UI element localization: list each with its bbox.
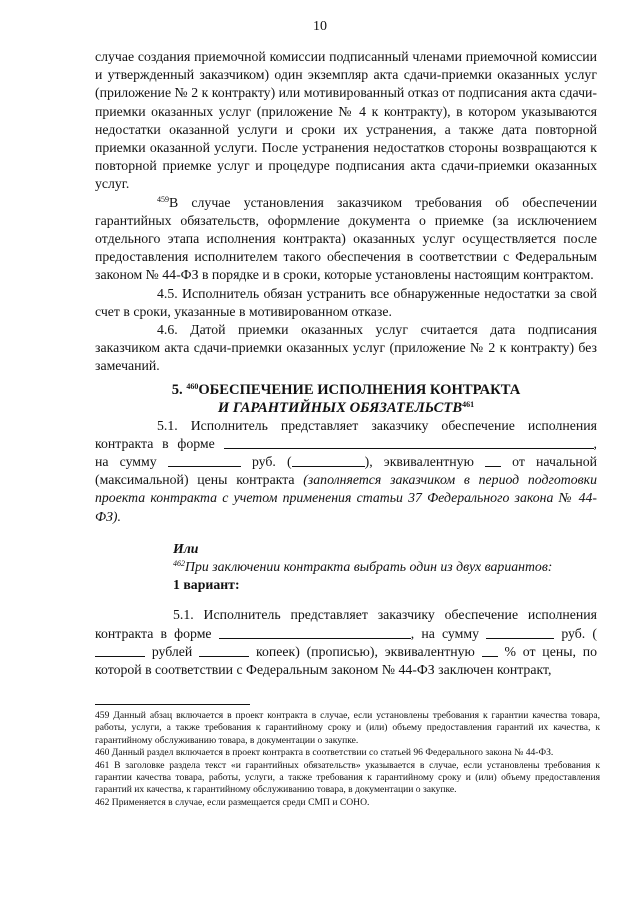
paragraph-4-5: 4.5. Исполнитель обязан устранить все обнаруженные недостатки за свой счет в сроки, указанные в мотивированном отказе. xyxy=(95,285,597,319)
footnote-460: 460 Данный раздел включается в проект контракта в соответствии со статьей 96 Федерального закона № 44-ФЗ. xyxy=(95,747,554,759)
clause-text: от начальной (максимальной) цены контракта xyxy=(95,454,598,488)
clause-text: рублей xyxy=(151,643,193,659)
page-number: 10 xyxy=(313,19,327,34)
clause-text: на сумму xyxy=(95,454,157,470)
clause-text: ), эквивалентную xyxy=(364,454,474,470)
section-title-line2: И ГАРАНТИЙНЫХ ОБЯЗАТЕЛЬСТВ xyxy=(217,399,463,416)
section-heading xyxy=(95,381,597,417)
blank-amount-field[interactable] xyxy=(486,626,554,639)
clause-text: копеек) (прописью), эквивалентную xyxy=(255,643,475,659)
clause-5-1-variant1 xyxy=(95,606,597,679)
footnotes xyxy=(95,710,600,809)
clause-5-1-first xyxy=(95,417,597,526)
paragraph-4-6: 4.6. Датой приемки оказанных услуг считается дата подписания заказчиком акта сдачи-приемки оказанных услуг (приложение № 2 к контракту) без замечаний. xyxy=(95,322,597,374)
clause-text: % от цены, по которой в соответствии с Федеральным законом № 44-ФЗ заключен контракт, xyxy=(95,643,598,678)
blank-percent-field[interactable] xyxy=(485,454,501,467)
alternative-label: Или xyxy=(173,540,199,556)
clause-text: руб. xyxy=(561,625,586,641)
blank-form-field[interactable] xyxy=(219,626,411,639)
variant-label: 1 вариант: xyxy=(173,577,240,593)
paragraph-acceptance-continued: случае создания приемочной комиссии подписанный членами приемочной комиссии и утвержденный заказчиком) один экземпляр акта сдачи-приемки оказанных услуг (приложение № 2 к контракту) или мотивированный отказ от подписания акта сдачи-приемки оказанных услуг (приложение № 4 к контракту), в котором указываются недостатки оказанной услуги и сроки их устранения, а также дата повторной приемки оказанной услуги. После устранения недостатков стороны возвращаются к повторной приемке услуг и процедуре подписания акта сдачи-приемки оказанных услуг. xyxy=(95,49,597,192)
footnote-459: 459 Данный абзац включается в проект контракта в случае, если установлены требования к гарантии качества товара, работы, услуги, а также требования к гарантийному сроку и (или) объему предоставления гарантий их качества, к гарантийному обслуживанию товара, в документации о закупке. xyxy=(95,710,600,746)
paragraph-guarantee-obligations xyxy=(95,194,597,285)
clause-text: ( xyxy=(592,625,597,641)
blank-kopecks-field[interactable] xyxy=(199,644,249,657)
clause-text: руб. ( xyxy=(251,454,292,470)
section-number: 5. xyxy=(171,381,183,398)
blank-rubles-field[interactable] xyxy=(95,644,145,657)
clause-text: , xyxy=(593,435,597,451)
blank-form-field[interactable] xyxy=(224,436,594,449)
footnote-ref-461[interactable]: 461 xyxy=(462,399,475,409)
choice-instruction xyxy=(95,558,597,576)
blank-amount-words-field[interactable] xyxy=(292,454,365,467)
footnote-461: 461 В заголовке раздела текст «и гарантийных обязательств» указывается в случае, если установлены требования к гарантии качества товара, работы, услуги, а также требования к гарантийному сроку и (или) объему предоставления гарантий их качества, к гарантийному обслуживанию товара, в документации о закупке. xyxy=(95,759,600,796)
blank-percent-field[interactable] xyxy=(482,644,498,657)
clause-note: (заполняется заказчиком в период подготовки проекта контракта с учетом применения статьи 37 Федерального закона № 44-ФЗ). xyxy=(95,472,597,524)
clause-text: 5.1. Исполнитель представляет заказчику обеспечение исполнения контракта в форме xyxy=(95,607,597,641)
footnote-ref-460[interactable]: 460 xyxy=(186,381,199,391)
footnote-ref-459[interactable]: 459 xyxy=(157,194,169,204)
document-body xyxy=(95,48,597,679)
choice-instruction-text: При заключении контракта выбрать один из двух вариантов: xyxy=(185,559,553,575)
footnote-462: 462 Применяется в случае, если размещается среди СМП и СОНО. xyxy=(95,796,370,808)
clause-text: 5.1. Исполнитель представляет заказчику обеспечение исполнения контракта в форме xyxy=(95,417,597,451)
clause-text: , на сумму xyxy=(410,625,480,641)
section-title-line1: ОБЕСПЕЧЕНИЕ ИСПОЛНЕНИЯ КОНТРАКТА xyxy=(198,381,521,398)
blank-amount-field[interactable] xyxy=(168,454,241,467)
footnote-ref-462[interactable]: 462 xyxy=(173,559,185,569)
paragraph-guarantee-text: В случае установления заказчиком требования об обеспечении гарантийных обязательств, оформление документа о приемке (за исключением отдельного этапа исполнения контракта) оказанных услуг осуществляется после предоставления исполнителем такого обеспечения в соответствии с Федеральным законом № 44-ФЗ в порядке и в сроки, которые установлены настоящим контрактом. xyxy=(95,194,597,283)
footnote-separator xyxy=(95,704,250,705)
